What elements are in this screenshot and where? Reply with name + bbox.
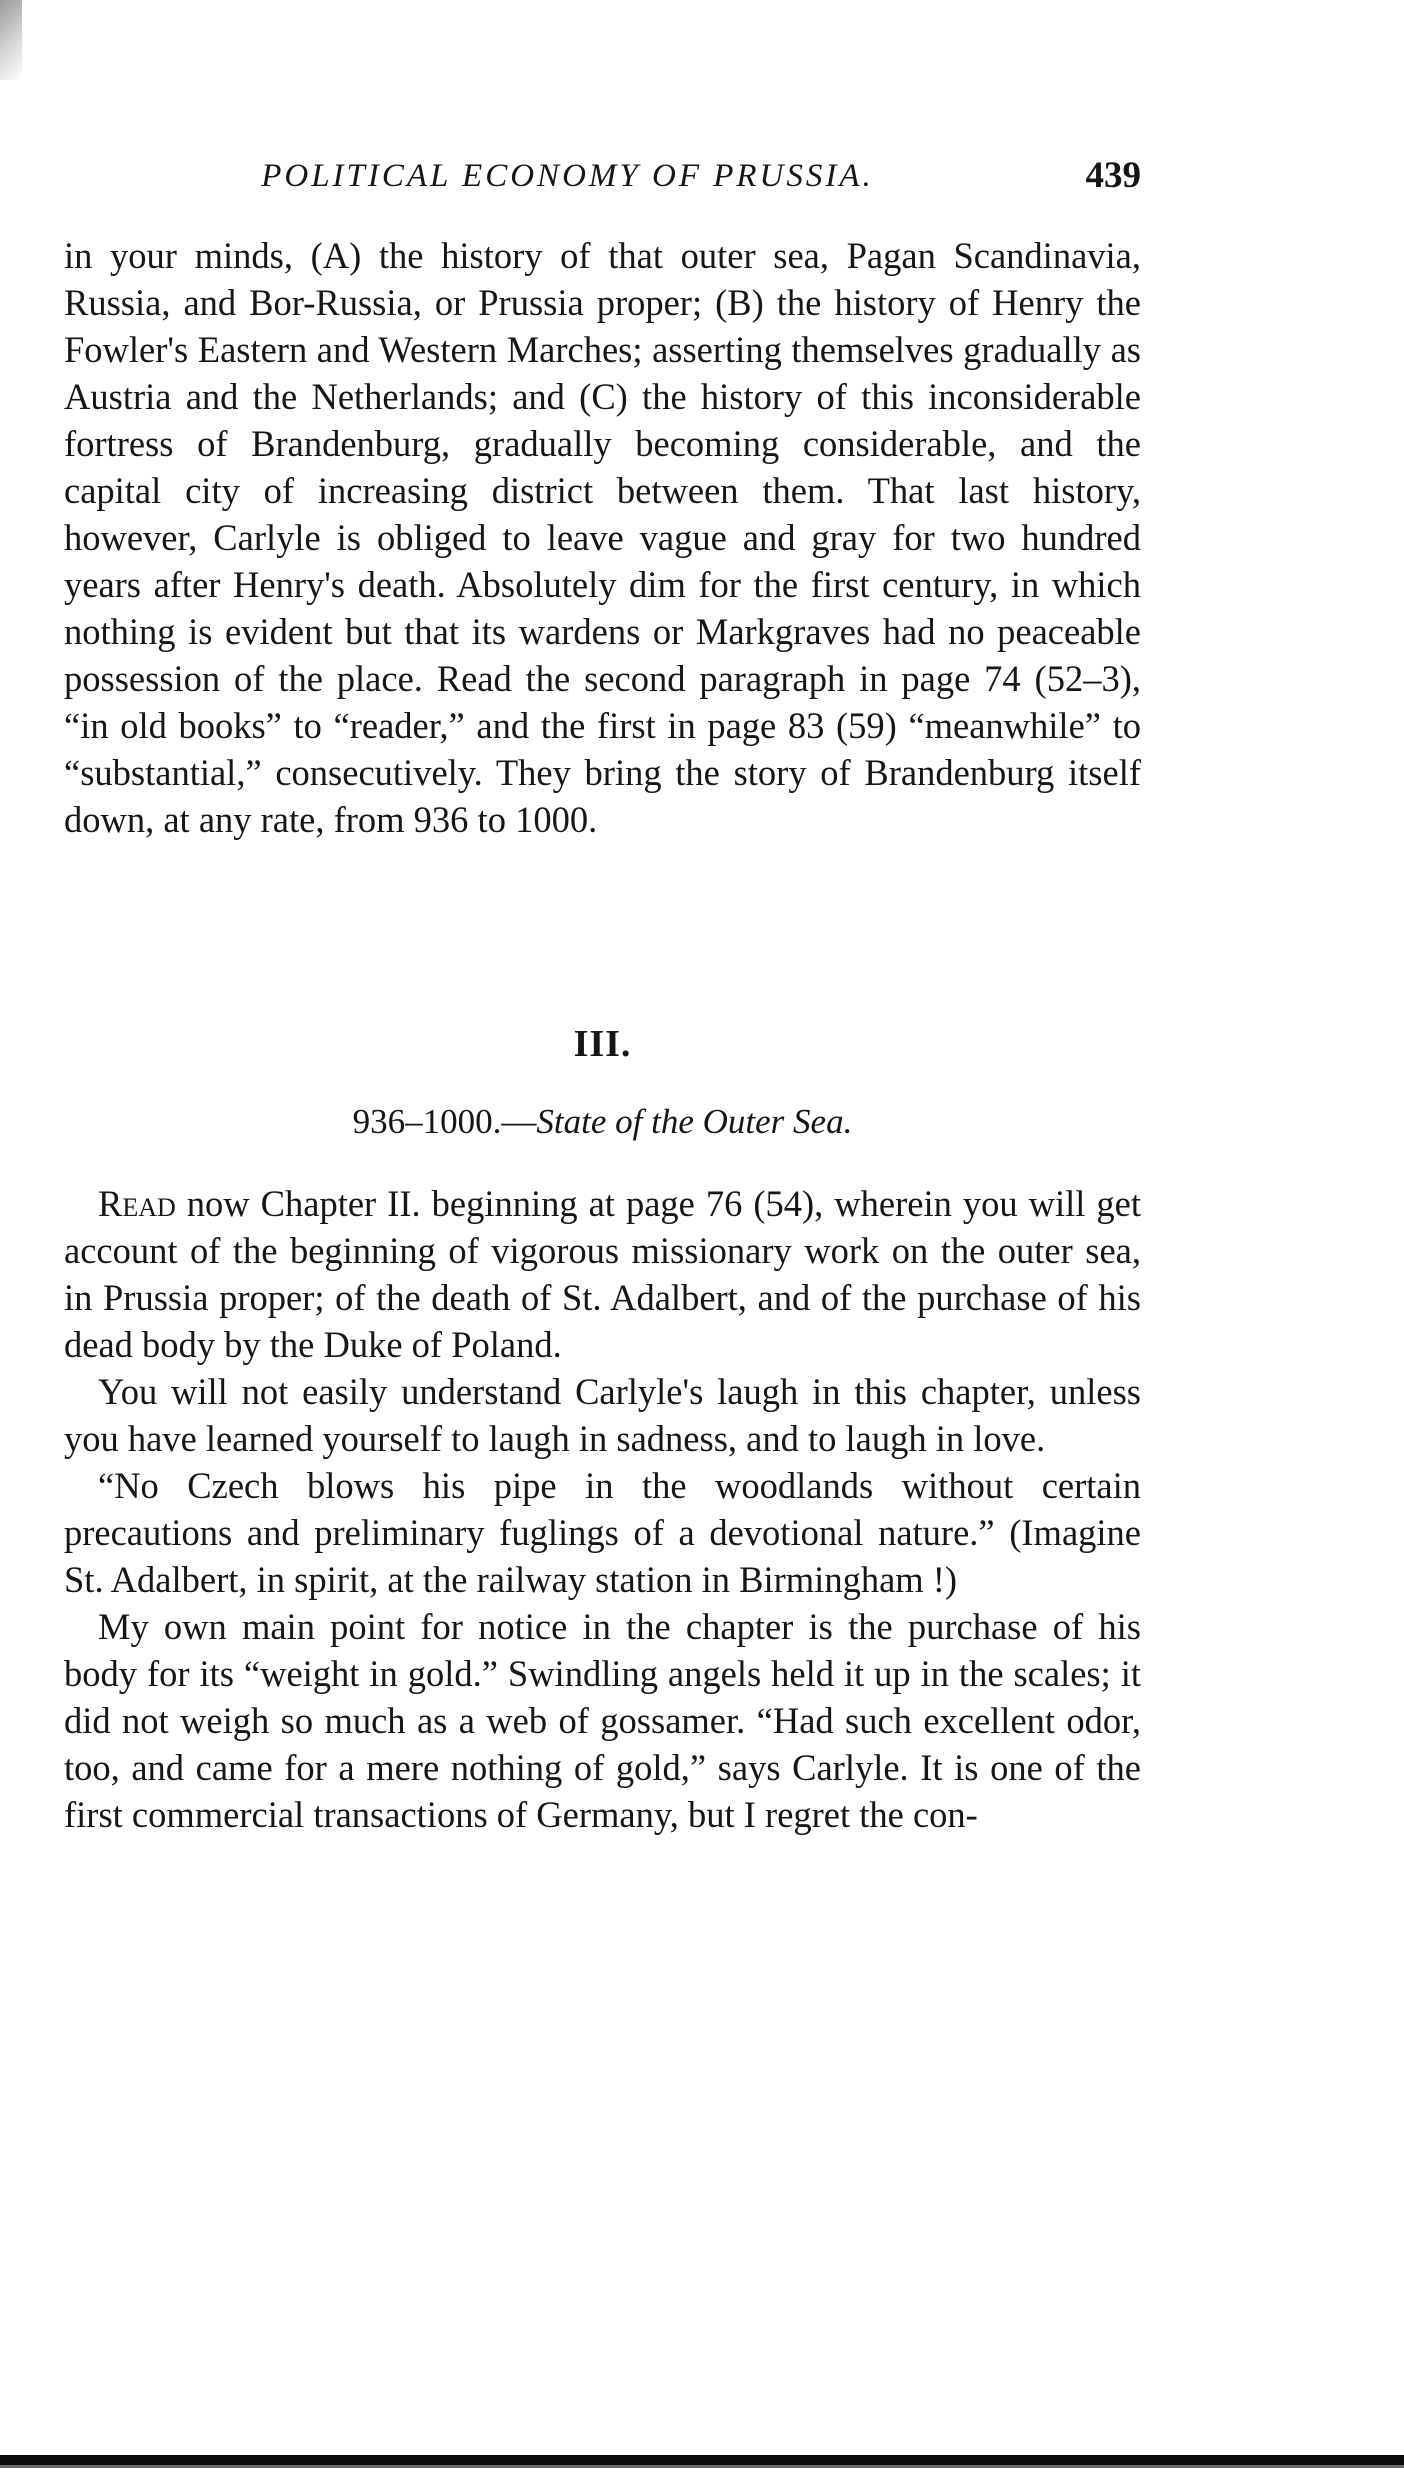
paragraph-lead-word: Read [98, 1183, 176, 1224]
section-text-block [64, 1180, 1141, 1838]
opening-text-block [64, 232, 1141, 843]
paragraph [64, 1180, 1141, 1368]
paragraph: You will not easily understand Carlyle's laugh in this chapter, unless you have learned yourself to laugh in sadness, and to laugh in love. [64, 1371, 1141, 1459]
paragraph: in your minds, (A) the history of that outer sea, Pagan Scandinavia, Russia, and Bor-Russia, or Prussia proper; (B) the history of Henry the Fowler's Eastern and Western Marches; asserting themselves gradually as Austria and the Netherlands; and (C) the history of this inconsiderable fortress of Brandenburg, gradually becoming considerable, and the capital city of increasing district between them. That last history, however, Carlyle is obliged to leave vague and gray for two hundred years after Henry's death. Absolutely dim for the first century, in which nothing is evident but that its wardens or Markgraves had no peaceable possession of the place. Read the second paragraph in page 74 (52–3), “in old books” to “reader,” and the first in page 83 (59) “meanwhile” to “substantial,” consecutively. They bring the story of Brandenburg itself down, at any rate, from 936 to 1000. [64, 235, 1141, 840]
page-bottom-edge-shadow [0, 2465, 1404, 2468]
section-years: 936–1000.— [352, 1102, 537, 1141]
running-title: POLITICAL ECONOMY OF PRUSSIA. [261, 158, 874, 194]
paragraph-text: now Chapter II. beginning at page 76 (54), wherein you will get account of the beginning of vigorous missionary work on the outer sea, in Prussia proper; of the death of St. Adalbert, and of the purchase of his dead body by the Duke of Poland. [64, 1183, 1141, 1365]
section-number: III. [573, 1023, 632, 1065]
paragraph: “No Czech blows his pipe in the woodlands without certain precautions and preliminary fuglings of a devotional nature.” (Imagine St. Adalbert, in spirit, at the railway station in Birmingham !) [64, 1465, 1141, 1600]
page-number: 439 [1085, 155, 1141, 196]
section-title: State of the Outer Sea. [536, 1102, 853, 1141]
scan-edge-shadow [0, 0, 22, 80]
page-bottom-edge [0, 2455, 1404, 2465]
page-header [64, 155, 1141, 208]
section-heading [64, 1102, 1141, 1142]
paragraph: My own main point for notice in the chapter is the purchase of his body for its “weight in gold.” Swindling angels held it up in the scales; it did not weigh so much as a web of gossamer. “Had such excellent odor, too, and came for a mere nothing of gold,” says Carlyle. It is one of the first commercial transactions of Germany, but I regret the con- [64, 1606, 1141, 1835]
